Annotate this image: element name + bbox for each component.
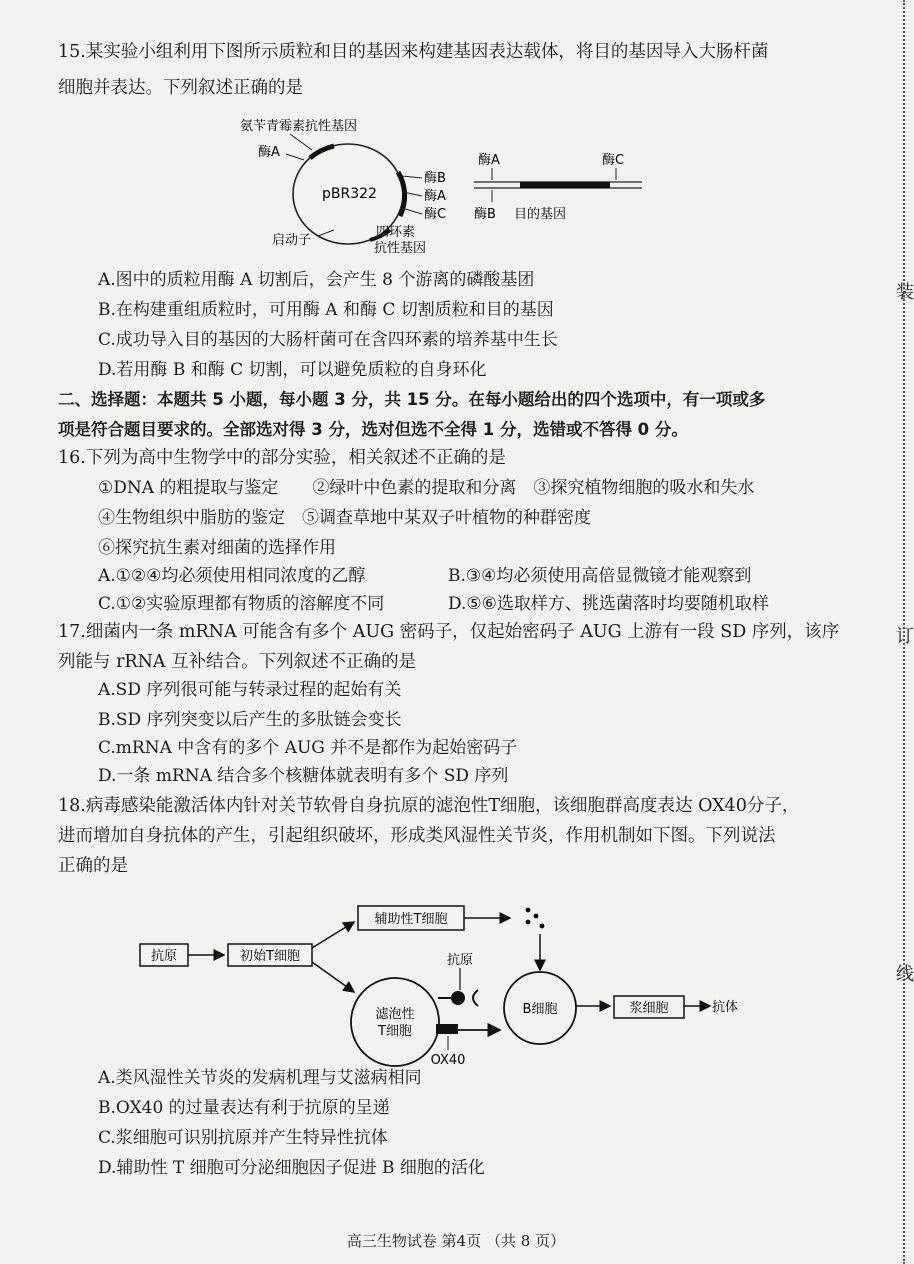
follicular-t-cell	[351, 978, 439, 1066]
antigen-label: 抗原	[150, 949, 178, 964]
target-gene-segment	[520, 182, 610, 188]
q16-option-d: D.⑤⑥选取样方、挑选菌落时均要随机取样	[448, 594, 769, 614]
plasmid-enzyme-a-label: 酶A	[424, 189, 446, 204]
tet-gene-segment	[398, 172, 405, 216]
q18-option-b: B.OX40 的过量表达有利于抗原的呈递	[98, 1098, 390, 1118]
ox40-receptor	[436, 1024, 458, 1034]
q18-stem-line1: 18.病毒感染能激活体内针对关节软骨自身抗原的滤泡性T细胞，该细胞群高度表达 OX40分子，	[58, 796, 800, 816]
ox40-label: OX40	[430, 1053, 466, 1068]
q16-option-b: B.③④均必须使用高倍显微镜才能观察到	[448, 566, 752, 586]
q16-option-c: C.①②实验原理都有物质的溶解度不同	[98, 594, 385, 614]
q15-option-a: A.图中的质粒用酶 A 切割后，会产生 8 个游离的磷酸基团	[98, 270, 535, 290]
tfh-label-line2: T细胞	[378, 1024, 412, 1039]
plasmid-enzyme-a-left-label: 酶A	[258, 145, 280, 160]
plasmid-diagram	[230, 112, 650, 262]
q15-option-b: B.在构建重组质粒时，可用酶 A 和酶 C 切割质粒和目的基因	[98, 300, 554, 320]
q18-stem-line3: 正确的是	[58, 856, 128, 876]
q15-stem-line1: 15.某实验小组利用下图所示质粒和目的基因来构建基因表达载体，将目的基因导入大肠杆菌	[58, 42, 769, 62]
q18-option-a: A.类风湿性关节炎的发病机理与艾滋病相同	[98, 1068, 422, 1088]
q16-stem: 16.下列为高中生物学中的部分实验，相关叙述不正确的是	[58, 448, 506, 468]
q16-items-line3: ⑥探究抗生素对细菌的选择作用	[98, 538, 336, 558]
q16-option-a: A.①②④均必须使用相同浓度的乙醇	[98, 566, 366, 586]
section2-instructions-line2: 项是符合题目要求的。全部选对得 3 分，选对但选不全得 1 分，选错或不答得 0 分。	[58, 420, 688, 439]
q18-option-c: C.浆细胞可识别抗原并产生特异性抗体	[98, 1128, 388, 1148]
antigen-mhc	[451, 991, 465, 1005]
target-gene-label: 目的基因	[514, 207, 567, 222]
binding-char-2: 订	[896, 626, 914, 647]
q16-items-line2: ④生物组织中脂肪的鉴定 ⑤调查草地中某双子叶植物的种群密度	[98, 508, 591, 528]
antibody-label: 抗体	[712, 1000, 739, 1015]
tfh-label-line1: 滤泡性	[375, 1007, 415, 1022]
b-cell-label: B细胞	[522, 1002, 558, 1017]
plasma-cell-label: 浆细胞	[629, 1001, 669, 1016]
dna-enzyme-c-label: 酶C	[602, 153, 625, 168]
q17-option-a: A.SD 序列很可能与转录过程的起始有关	[98, 680, 402, 700]
amp-gene-segment	[310, 146, 334, 158]
q17-stem-line2: 列能与 rRNA 互补结合。下列叙述不正确的是	[58, 652, 417, 672]
q15-option-c: C.成功导入目的基因的大肠杆菌可在含四环素的培养基中生长	[98, 330, 558, 350]
naive-t-label: 初始T细胞	[240, 949, 300, 964]
plasmid-enzyme-b-label: 酶B	[424, 171, 446, 186]
q15-stem-line2: 细胞并表达。下列叙述正确的是	[58, 78, 303, 98]
binding-char-1: 装	[896, 282, 914, 303]
helper-t-label: 辅助性T细胞	[374, 912, 448, 927]
promoter-label: 启动子	[272, 233, 312, 248]
q17-option-b: B.SD 序列突变以后产生的多肽链会变长	[98, 710, 402, 730]
dna-enzyme-b-label: 酶B	[474, 207, 496, 222]
plasmid-enzyme-c-label: 酶C	[424, 207, 447, 222]
binding-char-3: 线	[896, 964, 914, 985]
dna-enzyme-a-label: 酶A	[478, 153, 500, 168]
q18-stem-line2: 进而增加自身抗体的产生，引起组织破坏，形成类风湿性关节炎，作用机制如下图。下列说法	[58, 826, 776, 846]
tet-label-line1: 四环素	[376, 225, 416, 240]
q15-option-d: D.若用酶 B 和酶 C 切割，可以避免质粒的自身环化	[98, 360, 487, 380]
section2-instructions-line1: 二、选择题：本题共 5 小题，每小题 3 分，共 15 分。在每小题给出的四个选项中，有一项或多	[58, 390, 766, 409]
immune-mechanism-diagram	[130, 890, 770, 1070]
amp-resistance-label: 氨苄青霉素抗性基因	[240, 119, 358, 134]
q18-option-d: D.辅助性 T 细胞可分泌细胞因子促进 B 细胞的活化	[98, 1158, 485, 1178]
q17-option-d: D.一条 mRNA 结合多个核糖体就表明有多个 SD 序列	[98, 766, 509, 786]
q16-items-line1: ①DNA 的粗提取与鉴定 ②绿叶中色素的提取和分离 ③探究植物细胞的吸水和失水	[98, 478, 755, 498]
tet-label-line2: 抗性基因	[374, 241, 427, 256]
antigen-on-b-label: 抗原	[446, 953, 474, 968]
page-footer: 高三生物试卷 第4页 （共 8 页）	[346, 1232, 566, 1250]
plasmid-name: pBR322	[322, 186, 377, 202]
cytokine-dots	[526, 908, 545, 929]
q17-stem-line1: 17.细菌内一条 mRNA 可能含有多个 AUG 密码子，仅起始密码子 AUG 上游有一段 SD 序列，该序	[58, 622, 840, 642]
q17-option-c: C.mRNA 中含有的多个 AUG 并不是都作为起始密码子	[98, 738, 518, 758]
